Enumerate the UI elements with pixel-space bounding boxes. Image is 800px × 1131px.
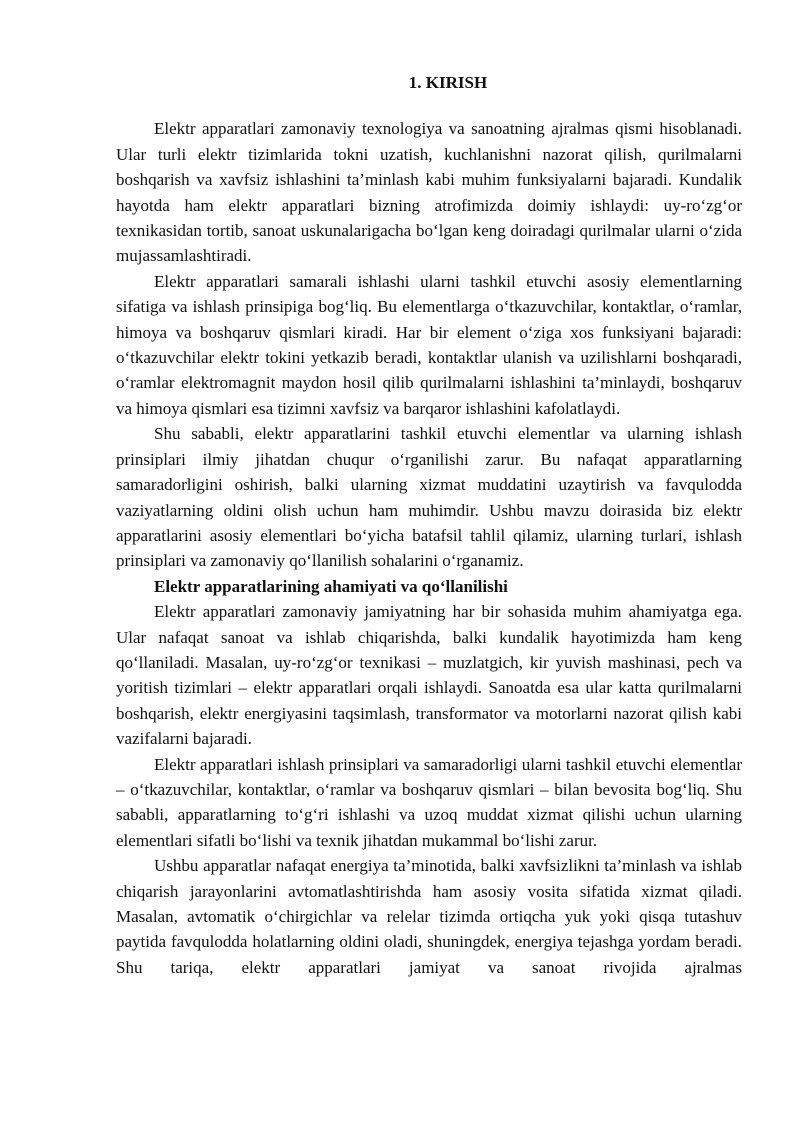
intro-paragraph-2: Elektr apparatlari samarali ishlashi ularni tashkil etuvchi asosiy elementlarning sifatiga va ishlash prinsipiga bog‘liq. Bu elementlarga o‘tkazuvchilar, kontaktlar, o‘ramlar, himoya va boshqaruv qismlari kiradi. Har bir element o‘ziga xos funksiyani bajaradi: o‘tkazuvchilar elektr tokini yetkazib beradi, kontaktlar ulanish va uzilishlarni boshqaradi, o‘ramlar elektromagnit maydon hosil qilib qurilmalarni ishlashini ta’minlaydi, boshqaruv va himoya qismlari esa tizimni xavfsiz va barqaror ishlashini kafolatlaydi. — [116, 271, 742, 418]
intro-paragraph-3: Shu sababli, elektr apparatlarini tashkil etuvchi elementlar va ularning ishlash prinsiplari ilmiy jihatdan chuqur o‘rganilishi zarur. Bu nafaqat apparatlarning samaradorligini oshirish, balki ularning xizmat muddatini uzaytirish va favqulodda vaziyatlarning oldini olish uchun ham muhimdir. Ushbu mavzu doirasida biz elektr apparatlarini asosiy elementlari bo‘yicha batafsil tahlil qilamiz, ularning turlari, ishlash prinsiplari va zamonaviy qo‘llanilish sohalarini o‘rganamiz. — [116, 424, 742, 571]
section-paragraph-3: Ushbu apparatlar nafaqat energiya ta’minotida, balki xavfsizlikni ta’minlash va ishlab chiqarish jarayonlarini avtomatlashtirishda ham asosiy vosita sifatida xizmat qiladi. Masalan, avtomatik o‘chirgichlar va relelar tizimda ortiqcha yuk yoki qisqa tutashuv paytida favqulodda holatlarning oldini oladi, shuningdek, energiya tejashga yordam beradi. Shu tariqa, elektr apparatlari jamiyat va sanoat rivojida ajralmas — [116, 856, 742, 977]
document-page — [116, 70, 742, 980]
section-subheading: Elektr apparatlarining ahamiyati va qo‘llanilishi — [154, 576, 508, 596]
intro-paragraph-1: Elektr apparatlari zamonaviy texnologiya va sanoatning ajralmas qismi hisoblanadi. Ular turli elektr tizimlarida tokni uzatish, kuchlanishni nazorat qilish, qurilmalarni boshqarish va xavfsiz ishlashini ta’minlash kabi muhim funksiyalarni bajaradi. Kundalik hayotda ham elektr apparatlari bizning atrofimizda doimiy ishlaydi: uy-ro‘zg‘or texnikasidan tortib, sanoat uskunalarigacha bo‘lgan keng doiradagi qurilmalar ularni o‘zida mujassamlashtiradi. — [116, 119, 742, 266]
section-paragraph-2: Elektr apparatlari ishlash prinsiplari va samaradorligi ularni tashkil etuvchi elementlar – o‘tkazuvchilar, kontaktlar, o‘ramlar va boshqaruv qismlari – bilan bevosita bog‘liq. Shu sababli, apparatlarning to‘g‘ri ishlashi va uzoq muddat xizmat qilishi uchun ularning elementlari sifatli bo‘lishi va texnik jihatdan mukammal bo‘lishi zarur. — [116, 754, 742, 850]
page-title: 1. KIRISH — [408, 73, 488, 92]
section-paragraph-1: Elektr apparatlari zamonaviy jamiyatning har bir sohasida muhim ahamiyatga ega. Ular nafaqat sanoat va ishlab chiqarishda, balki kundalik hayotimizda ham keng qo‘llaniladi. Masalan, uy-ro‘zg‘or texnikasi – muzlatgich, kir yuvish mashinasi, pech va yoritish tizimlari – elektr apparatlari orqali ishlaydi. Sanoatda esa ular katta qurilmalarni boshqarish, elektr energiyasini taqsimlash, transformator va motorlarni nazorat qilish kabi vazifalarni bajaradi. — [116, 602, 742, 749]
